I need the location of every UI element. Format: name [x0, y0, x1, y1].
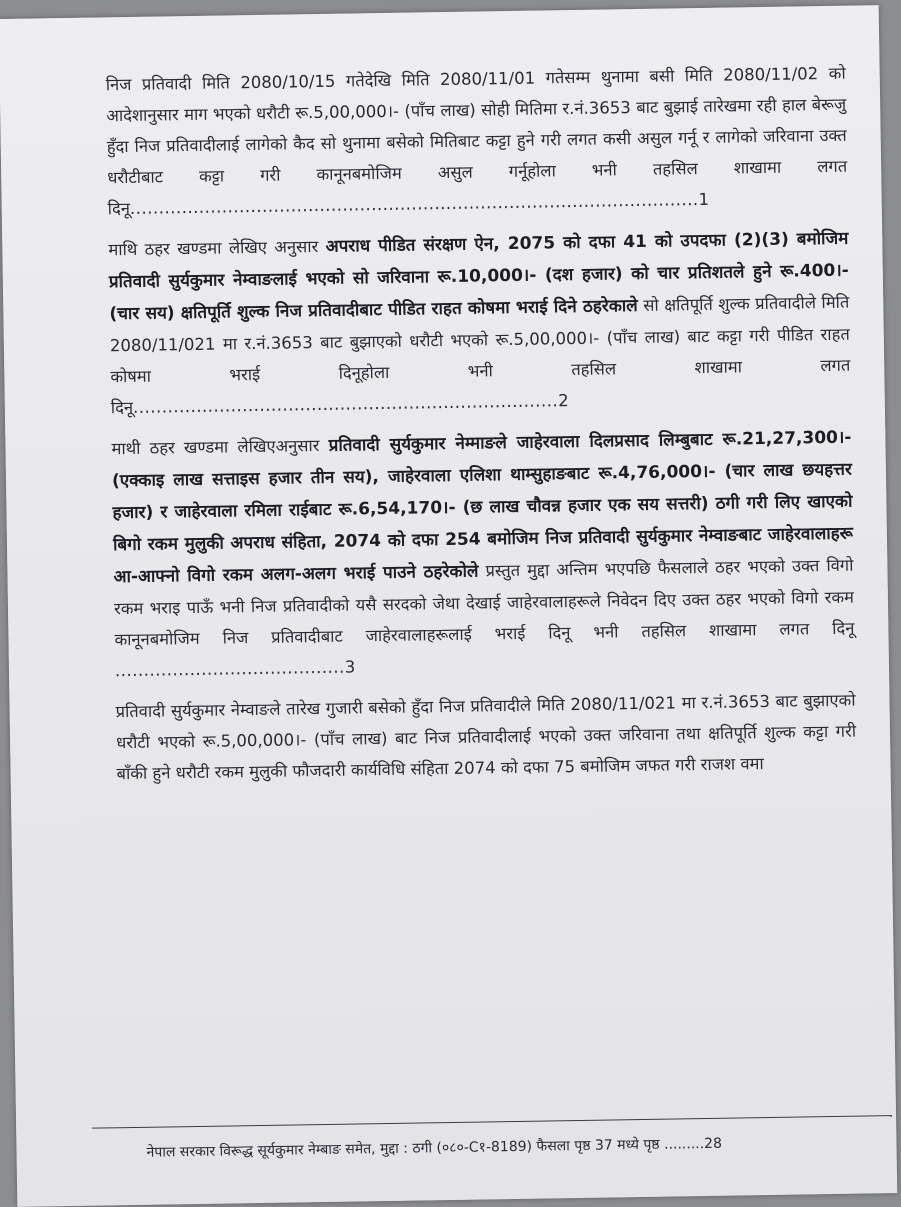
paragraph-3-bold: प्रतिवादी सुर्यकुमार नेम्माङले जाहेरवाला दिलप्रसाद लिम्बुबाट रू.21,27,300।- (एक्काइ लाख सत्ताइस हजार तीन सय), जाहेरवाला एलिशा थाम्सुहाङबाट रू.4,76,000।- (चार लाख छयहत्तर हजार) र जाहेरवाला रमिला राईबाट रू.6,54,170।- (छ लाख चौवन्न हजार एक सय सत्तरी) ठगी गरी लिए खाएको बिगो रकम मुलुकी अपराध संहिता, 2074 को दफा 254 बमोजिम निज प्रतिवादी सुर्यकुमार नेम्वाङबाट जाहेरवालाहरू आ-आफ्नो विगो रकम अलग-अलग भराई पाउने ठहरेकोले [111, 427, 854, 588]
paragraph-3-intro: माथी ठहर खण्डमा लेखिएअनुसार [111, 436, 320, 459]
paragraph-1-dots: ................................................................................................... [129, 190, 699, 218]
paragraph-1-text: निज प्रतिवादी मिति 2080/10/15 गतेदेखि मिति 2080/11/01 गतेसम्म थुनामा बसी मिति 2080/11/02 को आदेशानुसार माग भएको धरौटी रू.5,00,000।- (पाँच लाख) सोही मितिमा र.नं.3653 बाट बुझाई तारेखमा रही हाल बेरूजु हुँदा निज प्रतिवादीलाई लागेको कैद सो थुनामा बसेको मितिबाट कट्टा हुने गरी लगत कसी असुल गर्नू र लागेको जरिवाना उक्त धरौटीबाट कट्टा गरी कानूनबमोजिम असुल गर्नूहोला भनी तहसिल शाखामा लगत दिनू [105, 63, 848, 219]
paragraph-2-intro: माथि ठहर खण्डमा लेखिए अनुसार [108, 236, 319, 260]
paragraph-4 [115, 685, 856, 790]
paragraph-4-text: प्रतिवादी सुर्यकुमार नेम्वाङले तारेख गुजारी बसेको हुँदा निज प्रतिवादीले मिति 2080/11/021 मा र.नं.3653 बाट बुझाएको धरौटी भएको रू.5,00,000।- (पाँच लाख) बाट निज प्रतिवादीलाई भएको उक्त जरिवाना तथा क्षतिपूर्ति शुल्क कट्टा गरी बाँकी हुने धरौटी रकम मुलुकी फौजदारी कार्यविधि संहिता 2074 को दफा 75 बमोजिम जफत गरी राजश वमा [115, 690, 857, 784]
footer-divider [92, 1115, 892, 1129]
paragraph-1 [106, 58, 848, 225]
paragraph-3 [111, 422, 855, 687]
paragraph-1-number: 1 [698, 189, 710, 210]
paragraph-2 [108, 223, 851, 424]
paragraph-3-rest: प्रस्तुत मुद्दा अन्तिम भएपछि फैसलाले ठहर भएको उक्त विगो रकम भराइ पाऊँ भनी निज प्रतिवादीको यसै सरदको जेथा देखाई जाहेरवालाहरूले निवेदन दिए उक्त ठहर भएको विगो रकम कानूनबमोजिम निज प्रतिवादीबाट जाहेरवालाहरूलाई भराई दिनू भनी तहसिल शाखामा लगत दिनू [113, 555, 855, 650]
paragraph-3-number: 3 [344, 657, 356, 677]
page-footer: नेपाल सरकार विरूद्ध सूर्यकुमार नेम्बाङ समेत, मुद्दा : ठगी (०८०-C१-8189) फैसला पृष्ठ 37 मध्ये पृष्ठ .........28 [146, 1135, 723, 1161]
paragraph-2-rest: सो क्षतिपूर्ति शुल्क प्रतिवादीले मिति 2080/11/021 मा र.नं.3653 बाट बुझाएको धरौटी भएको रू.5,00,000।- (पाँच लाख) बाट कट्टा गरी पीडित राहत कोषमा भराई दिनूहोला भनी तहसिल शाखामा लगत दिनू [109, 292, 851, 418]
paragraph-2-dots: .......................................................................... [132, 391, 559, 417]
document-body [106, 58, 857, 800]
paragraph-3-dots: ........................................ [114, 657, 345, 681]
paragraph-2-number: 2 [557, 391, 569, 411]
paragraph-2-bold: अपराध पीडित संरक्षण ऐन, 2075 को दफा 41 को उपदफा (2)(3) बमोजिम प्रतिवादी सुर्यकुमार नेम्वाङलाई भएको सो जरिवाना रू.10,000।- (दश हजार) को चार प्रतिशतले हुने रू.400।- (चार सय) क्षतिपूर्ति शुल्क निज प्रतिवादीबाट पीडित राहत कोषमा भराई दिने ठहरेकाले [108, 228, 849, 325]
paper-sheet [0, 5, 897, 1207]
